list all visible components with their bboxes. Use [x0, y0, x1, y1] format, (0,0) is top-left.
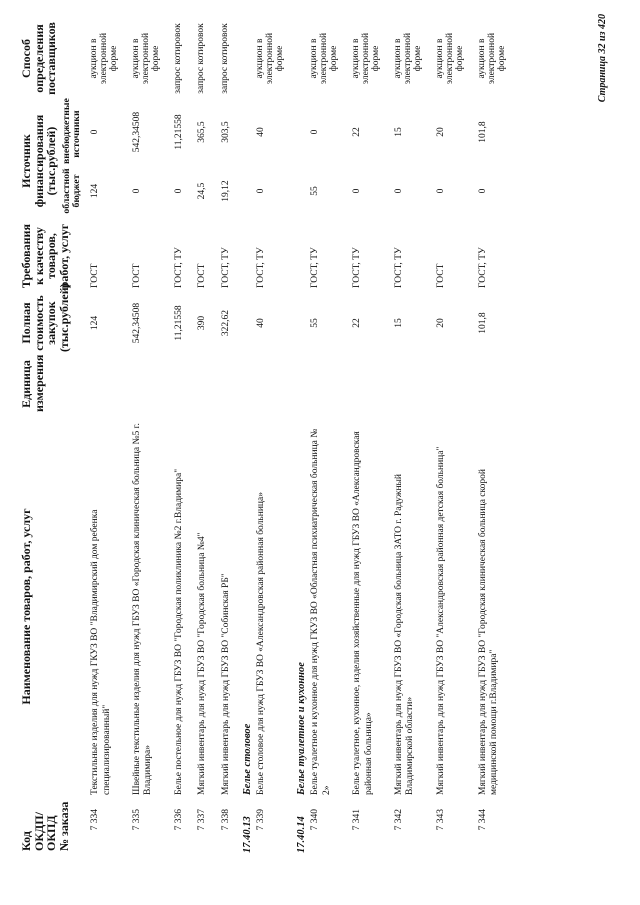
row-spacer — [286, 162, 296, 220]
header-method: Способ определения поставщиков — [19, 22, 59, 95]
unit-cell — [350, 354, 382, 414]
row-spacer — [286, 354, 296, 414]
row-spacer — [209, 15, 219, 102]
row-spacer — [162, 414, 172, 799]
unit-cell — [434, 354, 466, 414]
row-spacer — [185, 354, 195, 414]
procurement-method: запрос котировок — [196, 23, 207, 94]
row-spacer — [286, 15, 296, 102]
section-title: Белье туалетное и кухонное — [296, 662, 308, 795]
row-spacer — [209, 414, 219, 799]
row-spacer — [508, 220, 518, 292]
row-spacer — [209, 354, 219, 414]
cost-value: 20 — [436, 318, 447, 328]
order-number: 7 343 — [436, 809, 447, 831]
extra-budget-value: 20 — [436, 127, 447, 137]
extra-budget-value: 0 — [90, 129, 101, 135]
quality-requirement: ГОСТ — [197, 263, 208, 288]
section-code: 17.40.14 — [296, 816, 308, 853]
row-spacer — [424, 162, 434, 220]
row-spacer — [466, 15, 476, 102]
regional-budget-value: 19,12 — [220, 180, 231, 202]
header-quality: Требования к качеству товаров, работ, услуг — [19, 223, 71, 289]
row-spacer — [382, 414, 392, 799]
row-spacer — [466, 354, 476, 414]
unit-cell — [476, 354, 508, 414]
row-spacer — [185, 15, 195, 102]
row-spacer — [120, 220, 130, 292]
cost-value: 101,8 — [478, 312, 489, 334]
row-spacer — [340, 220, 350, 292]
row-spacer — [286, 414, 296, 799]
row-spacer — [232, 354, 242, 414]
row-spacer — [120, 799, 130, 857]
row-spacer — [340, 414, 350, 799]
quality-requirement: ГОСТ — [436, 263, 447, 288]
quality-requirement: ГОСТ, ТУ — [220, 247, 231, 288]
unit-cell — [308, 354, 340, 414]
header-source-regional: областной бюджет — [60, 168, 83, 214]
quality-requirement: ГОСТ, ТУ — [478, 247, 489, 288]
row-spacer — [382, 15, 392, 102]
row-spacer — [120, 292, 130, 354]
row-spacer — [508, 414, 518, 799]
row-spacer — [340, 799, 350, 857]
cost-value: 15 — [394, 318, 405, 328]
row-spacer — [162, 15, 172, 102]
row-spacer — [185, 414, 195, 799]
header-unit: Единица измерения — [19, 354, 46, 412]
regional-budget-value: 0 — [436, 188, 447, 194]
unit-cell — [88, 354, 120, 414]
row-spacer — [185, 220, 195, 292]
cost-value: 542,34508 — [132, 302, 143, 344]
regional-budget-value: 0 — [132, 188, 143, 194]
order-number: 7 335 — [132, 809, 143, 831]
row-spacer — [340, 162, 350, 220]
item-name: Белье туалетное и кухонное для нужд ГКУЗ ВО «Областная психиатрическая больница № 2» — [310, 428, 332, 795]
row-spacer — [162, 162, 172, 220]
order-number: 7 338 — [220, 809, 231, 831]
cost-value: 55 — [310, 318, 321, 328]
row-spacer — [162, 102, 172, 162]
row-spacer — [120, 414, 130, 799]
row-spacer — [508, 292, 518, 354]
row-spacer — [120, 102, 130, 162]
quality-requirement: ГОСТ — [132, 263, 143, 288]
quality-requirement: ГОСТ, ТУ — [174, 247, 185, 288]
item-name: Мягкий инвентарь для нужд ГБУЗ ВО «Городская больница ЗАТО г. Радужный Владимирской области» — [394, 473, 416, 795]
item-name: Мягкий инвентарь для нужд ГБУЗ ВО "Александровская районная детская больница" — [436, 446, 447, 795]
procurement-method: аукцион в электронной форме — [255, 32, 286, 85]
row-spacer — [382, 292, 392, 354]
row-spacer — [382, 102, 392, 162]
row-spacer — [209, 220, 219, 292]
row-spacer — [508, 15, 518, 102]
procurement-method: запрос котировок — [173, 23, 184, 94]
procurement-table — [20, 15, 518, 857]
row-spacer — [185, 799, 195, 857]
section-title: Белье столовое — [241, 723, 253, 795]
order-number: 7 342 — [394, 809, 405, 831]
row-spacer — [162, 292, 172, 354]
order-number: 7 344 — [478, 809, 489, 831]
row-spacer — [382, 354, 392, 414]
row-spacer — [508, 354, 518, 414]
row-spacer — [209, 292, 219, 354]
item-name: Белье туалетное, кухонное, изделия хозяйственные для нужд ГБУЗ ВО «Александровская районная больница» — [352, 431, 374, 795]
extra-budget-value: 365,5 — [197, 121, 208, 143]
row-spacer — [162, 220, 172, 292]
row-spacer — [508, 102, 518, 162]
quality-requirement: ГОСТ, ТУ — [352, 247, 363, 288]
row-spacer — [232, 102, 242, 162]
header-code: Код ОКДП/ ОКПД № заказа — [19, 801, 71, 851]
unit-cell — [172, 354, 185, 414]
regional-budget-value: 24,5 — [197, 182, 208, 200]
row-spacer — [382, 162, 392, 220]
extra-budget-value: 101,8 — [478, 121, 489, 143]
extra-budget-value: 11,21558 — [174, 114, 185, 150]
row-spacer — [185, 292, 195, 354]
regional-budget-value: 0 — [174, 188, 185, 194]
row-spacer — [424, 292, 434, 354]
item-name: Белье постельное для нужд ГБУЗ ВО "Городская поликлиника №2 г.Владимира" — [174, 468, 185, 795]
order-number: 7 340 — [310, 809, 321, 831]
row-spacer — [466, 799, 476, 857]
regional-budget-value: 0 — [394, 188, 405, 194]
row-spacer — [466, 220, 476, 292]
row-spacer — [508, 162, 518, 220]
row-spacer — [120, 15, 130, 102]
order-number: 7 339 — [256, 809, 267, 831]
cost-value: 322,62 — [220, 309, 231, 337]
row-spacer — [286, 102, 296, 162]
regional-budget-value: 0 — [256, 188, 267, 194]
row-spacer — [466, 162, 476, 220]
row-spacer — [424, 220, 434, 292]
procurement-method: аукцион в электронной форме — [131, 32, 162, 85]
row-spacer — [162, 799, 172, 857]
order-number: 7 341 — [352, 809, 363, 831]
unit-cell — [219, 354, 232, 414]
procurement-method: аукцион в электронной форме — [309, 32, 340, 85]
item-name: Мягкий инвентарь для нужд ГБУЗ ВО "Собинская РБ" — [220, 573, 231, 795]
row-spacer — [209, 102, 219, 162]
header-source — [19, 98, 88, 220]
row-spacer — [232, 220, 242, 292]
row-spacer — [466, 292, 476, 354]
quality-requirement: ГОСТ — [90, 263, 101, 288]
extra-budget-value: 40 — [256, 127, 267, 137]
cost-value: 40 — [256, 318, 267, 328]
row-spacer — [286, 292, 296, 354]
procurement-method: аукцион в электронной форме — [477, 32, 507, 85]
row-spacer — [424, 354, 434, 414]
row-spacer — [232, 414, 242, 799]
row-spacer — [466, 102, 476, 162]
extra-budget-value: 22 — [352, 127, 363, 137]
regional-budget-value: 55 — [310, 186, 321, 196]
row-spacer — [232, 799, 242, 857]
extra-budget-value: 15 — [394, 127, 405, 137]
item-name: Мягкий инвентарь для нужд ГБУЗ ВО "Городская больница №4" — [197, 532, 208, 795]
row-spacer — [466, 414, 476, 799]
unit-cell — [195, 354, 208, 414]
order-number: 7 334 — [90, 809, 101, 831]
row-spacer — [185, 162, 195, 220]
procurement-method: запрос котировок — [219, 23, 230, 94]
row-spacer — [340, 15, 350, 102]
item-name: Швейные текстильные изделия для нужд ГБУЗ ВО «Городская клиническая больница №5 г. Владимира» — [132, 423, 154, 795]
row-spacer — [382, 799, 392, 857]
row-spacer — [120, 162, 130, 220]
header-cost: Полная стоимость закупок (тыс.рублей) — [19, 283, 71, 352]
cost-value: 11,21558 — [174, 305, 185, 341]
row-spacer — [120, 354, 130, 414]
extra-budget-value: 542,34508 — [132, 111, 143, 153]
order-number: 7 336 — [174, 809, 185, 831]
cost-value: 390 — [197, 315, 208, 331]
row-spacer — [209, 799, 219, 857]
row-spacer — [340, 354, 350, 414]
row-spacer — [424, 414, 434, 799]
unit-cell — [392, 354, 424, 414]
extra-budget-value: 303,5 — [220, 121, 231, 143]
quality-requirement: ГОСТ, ТУ — [256, 247, 267, 288]
cost-value: 22 — [352, 318, 363, 328]
header-source-title: Источник финансирования (тыс.рублей) — [19, 114, 59, 208]
procurement-method: аукцион в электронной форме — [393, 32, 424, 85]
procurement-method: аукцион в электронной форме — [351, 32, 382, 85]
row-spacer — [424, 799, 434, 857]
item-name: Текстильные изделия для нужд ГКУЗ ВО "Владимирский дом ребенка специализированный" — [90, 509, 112, 795]
unit-cell — [130, 354, 162, 414]
row-spacer — [162, 354, 172, 414]
row-spacer — [340, 292, 350, 354]
header-source-extra: внебюджетные источники — [60, 98, 83, 164]
regional-budget-value: 124 — [90, 183, 101, 199]
procurement-method: аукцион в электронной форме — [435, 32, 466, 85]
extra-budget-value: 0 — [310, 129, 321, 135]
row-spacer — [424, 102, 434, 162]
row-spacer — [508, 799, 518, 857]
cost-value: 124 — [90, 315, 101, 331]
row-spacer — [232, 15, 242, 102]
regional-budget-value: 0 — [478, 188, 489, 194]
row-spacer — [232, 162, 242, 220]
row-spacer — [185, 102, 195, 162]
row-spacer — [382, 220, 392, 292]
row-spacer — [232, 292, 242, 354]
section-code: 17.40.13 — [241, 816, 253, 853]
unit-cell — [254, 354, 286, 414]
row-spacer — [286, 220, 296, 292]
row-spacer — [340, 102, 350, 162]
row-spacer — [209, 162, 219, 220]
regional-budget-value: 0 — [352, 188, 363, 194]
row-spacer — [286, 799, 296, 857]
quality-requirement: ГОСТ, ТУ — [310, 247, 321, 288]
page-number: Страница 32 из 420 — [597, 14, 608, 103]
order-number: 7 337 — [197, 809, 208, 831]
procurement-method: аукцион в электронной форме — [89, 32, 120, 85]
row-spacer — [424, 15, 434, 102]
item-name: Мягкий инвентарь для нужд ГБУЗ ВО "Городская клиническая больница скорой медицинской помощи г.Владимира" — [478, 469, 500, 795]
quality-requirement: ГОСТ, ТУ — [394, 247, 405, 288]
item-name: Белье столовое для нужд ГБУЗ ВО «Александровская районная больница» — [256, 492, 267, 795]
header-name: Наименование товаров, работ, услуг — [19, 508, 33, 705]
